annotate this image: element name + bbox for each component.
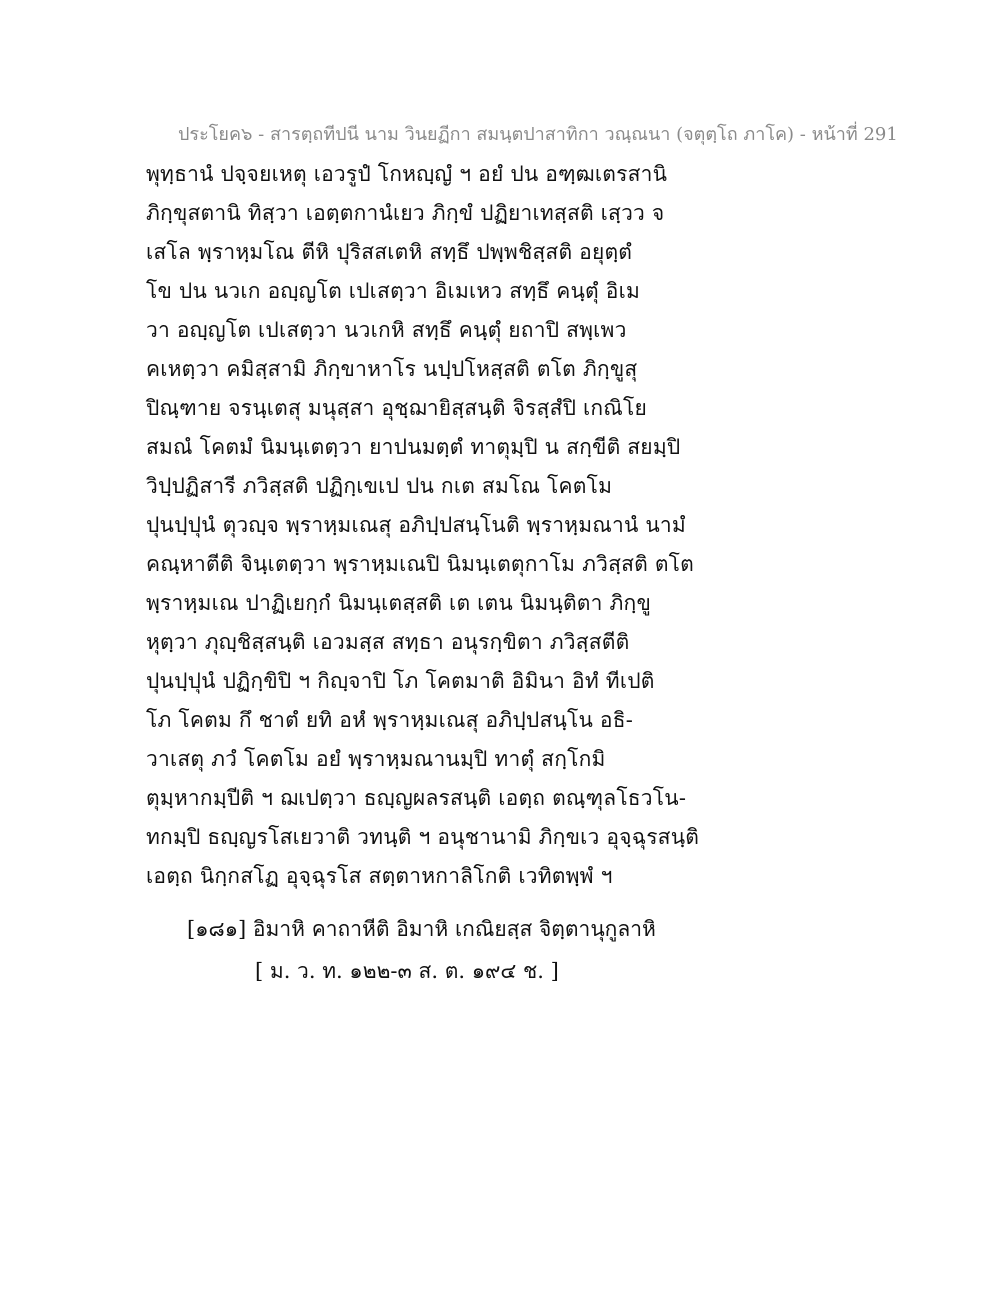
text-line: ปิณฺฑาย จรนฺเตสุ มนุสฺสา อุชฺฌายิสฺสนฺติ จิรสฺสํปิ เกณิโย — [146, 396, 647, 420]
text-line: พุทฺธานํ ปจฺจยเหตุ เอวรูปํ โกหญฺญํ ฯ อยํ ปน อฑฺฒเตรสานิ — [146, 162, 668, 186]
text-line: วิปฺปฏิสารี ภวิสฺสติ ปฏิกฺเขเป ปน กเต สมโณ โคตโม — [146, 474, 613, 498]
text-line: ภิกฺขุสตานิ ทิสฺวา เอตฺตกานํเยว ภิกฺขํ ปฏิยาเทสฺสติ เสฺวว จ — [146, 201, 665, 225]
text-line: พฺราหฺมเณ ปาฏิเยกฺกํ นิมนฺเตสฺสติ เต เตน นิมนฺติตา ภิกฺขู — [146, 591, 652, 615]
text-line: วา อญฺญโต เปเสตฺวา นวเกหิ สทฺธึ คนฺตุํ ยถาปิ สพฺเพว — [146, 318, 627, 342]
text-line: คณฺหาตีติ จินฺเตตฺวา พฺราหฺมเณปิ นิมนฺเตตุกาโม ภวิสฺสติ ตโต — [146, 552, 695, 576]
text-line: โภ โคตม กึ ชาตํ ยทิ อหํ พฺราหฺมเณสุ อภิปฺปสนฺโน อธิ- — [146, 708, 634, 732]
text-line: หุตฺวา ภุญฺชิสฺสนฺติ เอวมสฺส สทฺธา อนุรกฺขิตา ภวิสฺสตีติ — [146, 630, 630, 654]
text-line: ปุนปฺปุนํ ปฏิกฺขิปิ ฯ กิญฺจาปิ โภ โคตมาติ อิมินา อิทํ ทีเปติ — [146, 669, 655, 693]
text-line: คเหตฺวา คมิสฺสามิ ภิกฺขาหาโร นปฺปโหสฺสติ ตโต ภิกฺขูสุ — [146, 357, 638, 381]
text-line: ปุนปฺปุนํ ตุวญฺจ พฺราหฺมเณสุ อภิปฺปสนฺโนติ พฺราหฺมณานํ นามํ — [146, 513, 686, 537]
running-header: ประโยค๖ - สารตฺถทีปนี นาม วินยฏีกา สมนฺตปาสาทิกา วณฺณนา (จตุตฺโถ ภาโค) - หน้าที่ 291 — [178, 124, 898, 145]
text-line: เสโล พฺราหฺมโณ ตีหิ ปุริสสเตหิ สทฺธึ ปพฺพชิสฺสติ อยุตฺตํ — [146, 240, 633, 264]
text-line: เอตฺถ นิกฺกสโฏ อุจฺฉุรโส สตฺตาหกาลิโกติ เวทิตพฺพํ ฯ — [146, 864, 613, 888]
text-line: โข ปน นวเก อญฺญโต เปเสตฺวา อิเมเหว สทฺธึ คนฺตุํ อิเม — [146, 279, 640, 303]
text-line: ทกมฺปิ ธญฺญรโสเยวาติ วทนฺติ ฯ อนุชานามิ ภิกฺขเว อุจฺฉุรสนฺติ — [146, 825, 700, 849]
verse-heading: [๑๘๑] อิมาหิ คาถาหีติ อิมาหิ เกณิยสฺส จิตฺตานุกูลาหิ — [187, 917, 656, 941]
text-line: วาเสตุ ภวํ โคตโม อยํ พฺราหฺมณานมฺปิ ทาตุํ สกฺโกมิ — [146, 747, 606, 771]
body-text — [146, 155, 706, 896]
text-line: ตุมฺหากมฺปีติ ฯ ฌเปตฺวา ธญฺญผลรสนฺติ เอตฺถ ตณฺฑุลโธวโน- — [146, 786, 687, 810]
text-line: สมณํ โคตมํ นิมนฺเตตฺวา ยาปนมตฺตํ ทาตุมฺปิ น สกฺขีติ สยมฺปิ — [146, 435, 681, 459]
cross-reference: [ ม. ว. ท. ๑๒๒-๓ ส. ต. ๑๙๔ ช. ] — [255, 959, 559, 983]
